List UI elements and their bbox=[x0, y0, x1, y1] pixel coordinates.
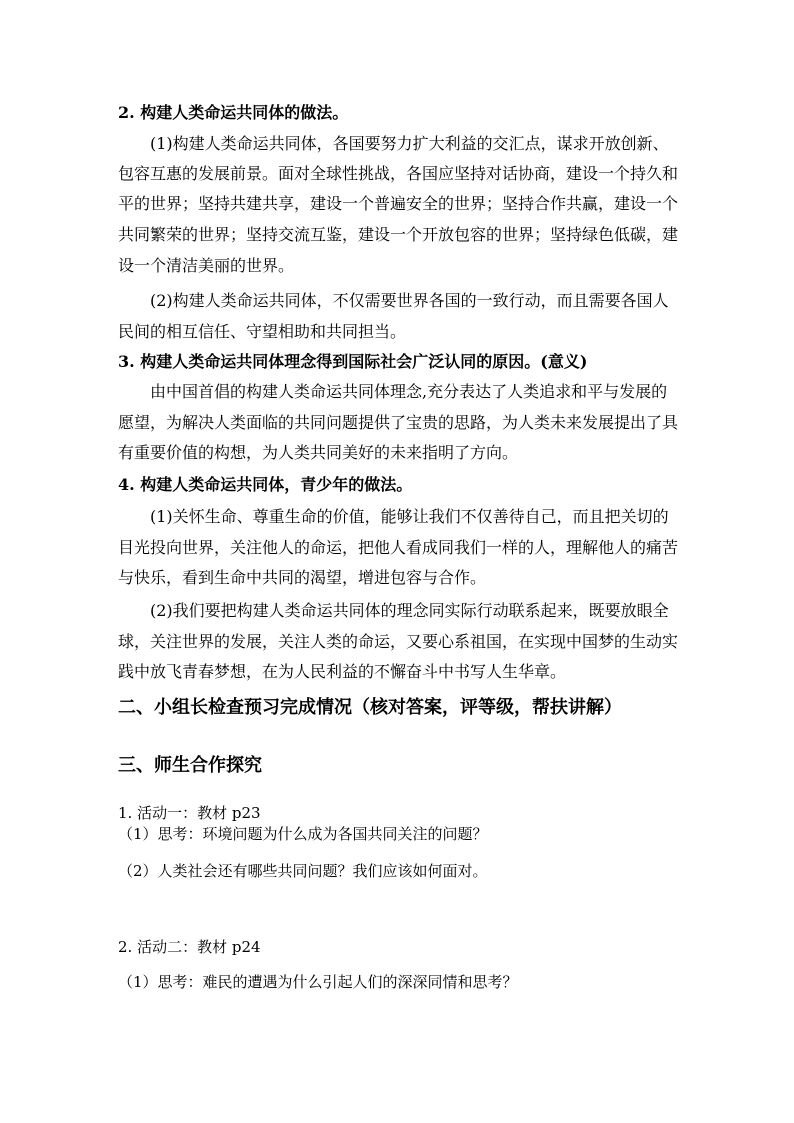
paragraph-line: 目光投向世界，关注他人的命运，把他人看成同我们一样的人，理解他人的痛苦 bbox=[118, 538, 679, 557]
paragraph-line: 设一个清洁美丽的世界。 bbox=[118, 256, 295, 275]
activity1-question: （2）人类社会还有哪些共同问题？我们应该如何面对。 bbox=[118, 862, 488, 880]
section2-heading: 二、小组长检查预习完成情况（核对答案，评等级，帮扶讲解） bbox=[118, 697, 622, 718]
paragraph-line: 民间的相互信任、守望相助和共同担当。 bbox=[118, 322, 407, 341]
paragraph-line: 与快乐，看到生命中共同的渴望，增进包容与合作。 bbox=[118, 568, 487, 587]
paragraph-line: 由中国首倡的构建人类命运共同体理念,充分表达了人类追求和平与发展的 bbox=[150, 382, 668, 401]
paragraph-line: 愿望，为解决人类面临的共同问题提供了宝贵的思路，为人类未来发展提出了具 bbox=[118, 413, 679, 432]
paragraph-line: 球，关注世界的发展，关注人类的命运，又要心系祖国，在实现中国梦的生动实 bbox=[118, 632, 679, 651]
section3-heading: 三、师生合作探究 bbox=[118, 755, 262, 776]
activity1-question: （1）思考：环境问题为什么成为各国共同关注的问题？ bbox=[118, 825, 488, 843]
item3-heading: 3. 构建人类命运共同体理念得到国际社会广泛认同的原因。(意义) bbox=[118, 352, 588, 371]
paragraph-line: (2)构建人类命运共同体，不仅需要世界各国的一致行动，而且需要各国人 bbox=[150, 291, 669, 310]
activity1-title: 1. 活动一：教材 p23 bbox=[118, 804, 261, 822]
paragraph-line: (1)关怀生命、尊重生命的价值，能够让我们不仅善待自己，而且把关切的 bbox=[150, 507, 669, 526]
item4-heading: 4. 构建人类命运共同体，青少年的做法。 bbox=[118, 475, 413, 494]
paragraph-line: 践中放飞青春梦想，在为人民利益的不懈奋斗中书写人生华章。 bbox=[118, 662, 567, 681]
paragraph-line: 包容互惠的发展前景。面对全球性挑战，各国应坚持对话协商，建设一个持久和 bbox=[118, 164, 679, 183]
paragraph-line: 共同繁荣的世界；坚持交流互鉴，建设一个开放包容的世界；坚持绿色低碳，建 bbox=[118, 225, 679, 244]
paragraph-line: 有重要价值的构想，为人类共同美好的未来指明了方向。 bbox=[118, 443, 519, 462]
item2-heading: 2. 构建人类命运共同体的做法。 bbox=[118, 103, 349, 122]
activity2-title: 2. 活动二：教材 p24 bbox=[118, 938, 261, 956]
paragraph-line: 平的世界；坚持共建共享，建设一个普遍安全的世界；坚持合作共赢，建设一个 bbox=[118, 194, 679, 213]
paragraph-line: (1)构建人类命运共同体，各国要努力扩大利益的交汇点，谋求开放创新、 bbox=[150, 134, 669, 153]
paragraph-line: (2)我们要把构建人类命运共同体的理念同实际行动联系起来，既要放眼全 bbox=[150, 601, 669, 620]
activity2-question: （1）思考：难民的遭遇为什么引起人们的深深同情和思考？ bbox=[118, 973, 518, 991]
